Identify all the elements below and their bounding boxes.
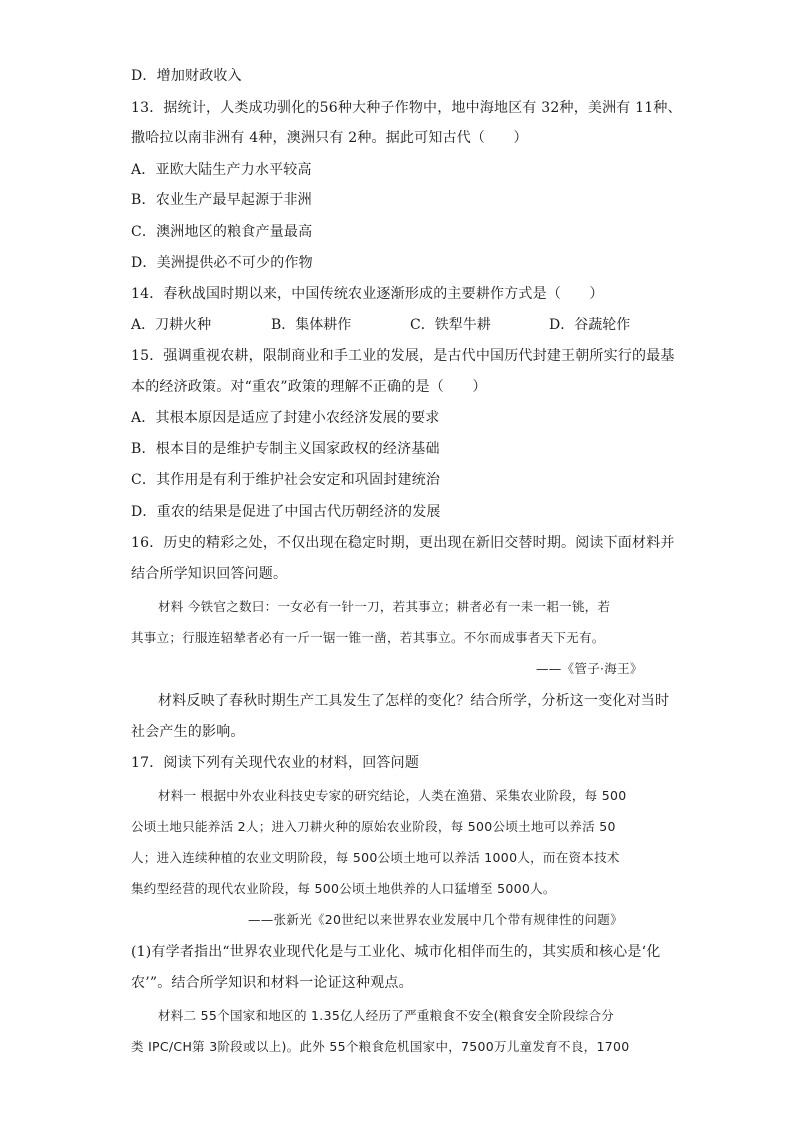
q16-question-line2: 社会产生的影响。 (131, 724, 245, 740)
q13-stem-line2: 撒哈拉以南非洲有 4种，澳洲只有 2种。据此可知古代（ ） (131, 130, 528, 146)
q15-stem-line2: 本的经济政策。对“重农”政策的理解不正确的是（ ） (131, 379, 487, 395)
q15-stem-line1: 15．强调重视农耕，限制商业和手工业的发展，是古代中国历代封建王朝所实行的最基 (131, 348, 675, 364)
q14-options (131, 315, 651, 335)
q16-stem-line1: 16．历史的精彩之处，不仅出现在稳定时期，更出现在新旧交替时期。阅读下面材料并 (131, 535, 675, 551)
q14-option-d: D．谷蔬轮作 (549, 317, 631, 333)
q13-stem-line1: 13．据统计，人类成功驯化的56种大种子作物中，地中海地区有 32种，美洲有 11种、 (131, 100, 682, 116)
q17-material1-source: ——张新光《20世纪以来世界农业发展中几个带有规律性的问题》 (248, 912, 623, 927)
q15-option-b: B．根本目的是维护专制主义国家政权的经济基础 (131, 441, 440, 457)
q14-option-a: A．刀耕火种 (131, 317, 212, 333)
q17-material1-line4: 集约型经营的现代农业阶段，每 500公顷土地供养的人口猛增至 5000人。 (131, 881, 556, 896)
q14-option-b: B．集体耕作 (271, 317, 352, 333)
q13-option-d: D．美洲提供必不可少的作物 (131, 255, 313, 271)
q17-material1-line1: 材料一 根据中外农业科技史专家的研究结论，人类在渔猎、采集农业阶段，每 500 (158, 788, 627, 803)
q17-material2-line2: 类 IPC/CH第 3阶段或以上)。此外 55个粮食危机国家中，7500万儿童发育不良，1700 (131, 1039, 630, 1054)
q17-sub1-line2: 农’”。结合所学知识和材料一论证这种观点。 (131, 975, 413, 991)
q16-material-line1: 材料 今铁官之数曰：一女必有一针一刀，若其事立；耕者必有一耒一耜一铫，若 (158, 599, 611, 614)
q17-stem: 17．阅读下列有关现代农业的材料，回答问题 (131, 755, 420, 771)
q13-option-a: A．亚欧大陆生产力水平较高 (131, 162, 312, 178)
q16-question-line1: 材料反映了春秋时期生产工具发生了怎样的变化？结合所学，分析这一变化对当时 (158, 693, 670, 709)
q15-option-a: A．其根本原因是适应了封建小农经济发展的要求 (131, 410, 440, 426)
q12-option-d: D．增加财政收入 (131, 68, 242, 84)
q16-material-source: ——《管子·海王》 (536, 661, 643, 676)
q15-option-d: D．重农的结果是促进了中国古代历朝经济的发展 (131, 504, 441, 520)
q15-option-c: C．其作用是有利于维护社会安定和巩固封建统治 (131, 472, 441, 488)
q14-stem: 14．春秋战国时期以来，中国传统农业逐渐形成的主要耕作方式是（ ） (131, 286, 604, 302)
q17-sub1-line1: (1)有学者指出“世界农业现代化是与工业化、城市化相伴而生的，其实质和核心是‘化 (131, 944, 661, 960)
q16-material-line2: 其事立；行服连轺辇者必有一斤一锯一锥一凿，若其事立。不尔而成事者天下无有。 (131, 630, 605, 645)
q17-material1-line2: 公顷土地只能养活 2人；进入刀耕火种的原始农业阶段，每 500公顷土地可以养活 50 (131, 819, 616, 834)
q17-material2-line1: 材料二 55个国家和地区的 1.35亿人经历了严重粮食不安全(粮食安全阶段综合分 (158, 1008, 615, 1023)
q13-option-c: C．澳洲地区的粮食产量最高 (131, 224, 313, 240)
q16-stem-line2: 结合所学知识回答问题。 (131, 566, 288, 582)
q13-option-b: B．农业生产最早起源于非洲 (131, 192, 312, 208)
q14-option-c: C．铁犁牛耕 (410, 317, 491, 333)
q17-material1-line3: 人；进入连续种植的农业文明阶段，每 500公顷土地可以养活 1000人，而在资本技术 (131, 850, 620, 865)
